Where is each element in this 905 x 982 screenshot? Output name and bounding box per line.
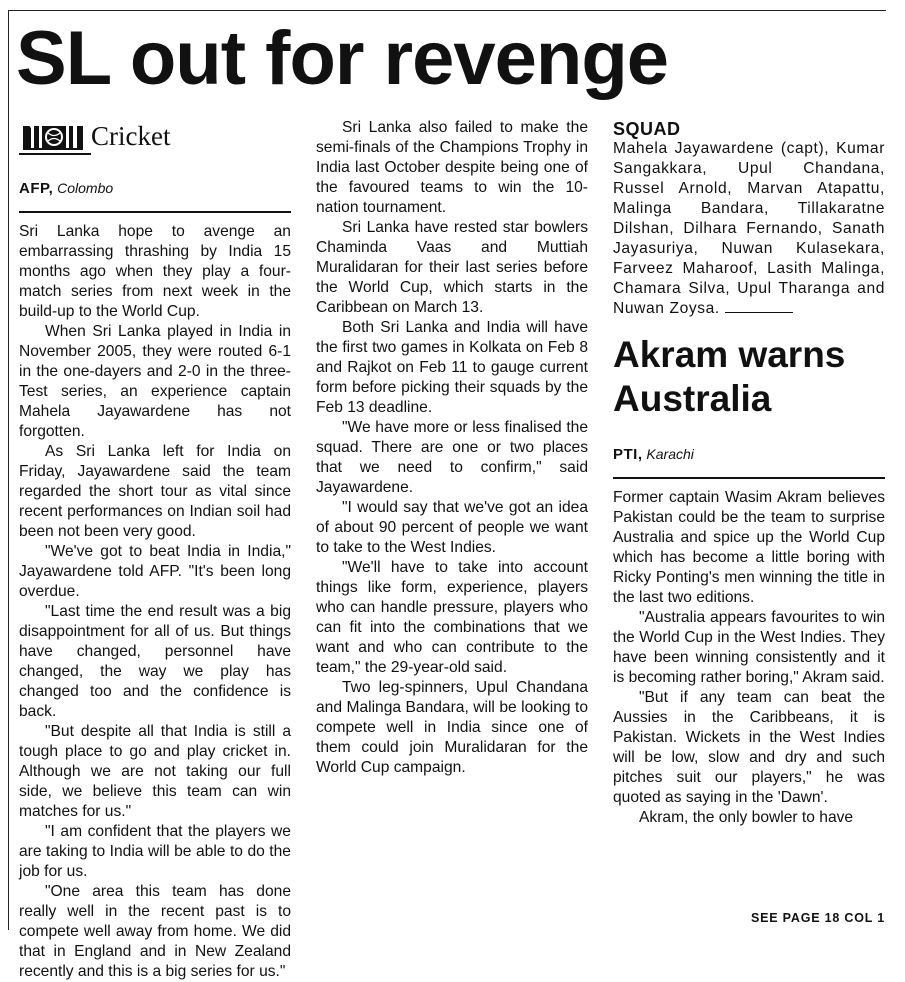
squad-heading: SQUAD (613, 119, 681, 139)
squad-list-text: Mahela Jayawardene (capt), Kumar Sangakkara, Upul Chandana, Russel Arnold, Marvan Atapattu, Malinga Bandara, Tillakaratne Dilshan, Dilhara Fernando, Sanath Jayasuriya, Nuwan Kulasekara, Farveez Maharoof, Lasith Malinga, Chamara Silva, Upul Tharanga and Nuwan Zoysa. (613, 140, 885, 317)
byline-rule (19, 211, 291, 213)
byline-agency: AFP, (19, 180, 54, 197)
top-rule (8, 10, 886, 11)
article-paragraph: "One area this team has done really well in the recent past is to compete well away from home. We did that in England and in New Zealand recently and this is a big series for us." (19, 883, 291, 980)
section-tag (19, 113, 291, 151)
byline (19, 179, 291, 198)
left-rule (8, 10, 9, 930)
article-paragraph: "We have more or less finalised the squad. There are one or two places that we need to confirm," said Jayawardene. (316, 419, 588, 496)
article-paragraph: When Sri Lanka played in India in November 2005, they were routed 6-1 in the one-dayers and 2-0 in the three-Test series, an experience captain Mahela Jayawardene has not forgotten. (19, 323, 291, 440)
squad-list (613, 139, 885, 319)
article-paragraph: Both Sri Lanka and India will have the first two games in Kolkata on Feb 8 and Rajkot on Feb 11 to gauge current form before picking their squads by the Feb 13 deadline. (316, 319, 588, 416)
column-1 (19, 113, 291, 982)
byline-rule-2 (613, 477, 885, 479)
article-paragraph: Sri Lanka hope to avenge an embarrassing thrashing by India 15 months ago when they play a four-match series from next week in the build-up to the World Cup. (19, 223, 291, 320)
column-2 (316, 118, 588, 778)
column-3 (613, 118, 885, 828)
article-paragraph: "We've got to beat India in India," Jayawardene told AFP. "It's been long overdue. (19, 543, 291, 600)
main-headline: SL out for revenge (16, 16, 669, 101)
article-paragraph: "But if any team can beat the Aussies in the Caribbeans, it is Pakistan. Wickets in the West Indies will be low, slow and dry and such pitches suit our players," he was quoted as saying in the 'Dawn'. (613, 689, 885, 806)
continuation-jump: SEE PAGE 18 COL 1 (750, 911, 885, 925)
article-paragraph: "But despite all that India is still a tough place to go and play cricket in. Although we are not taking our full side, we believe this team can win matches for us." (19, 723, 291, 820)
byline-place-2: Karachi (646, 446, 694, 462)
article-paragraph: Two leg-spinners, Upul Chandana and Malinga Bandara, will be looking to compete well in India since one of them could join Muralidaran for the World Cup campaign. (316, 679, 588, 776)
article-paragraph: Sri Lanka also failed to make the semi-finals of the Champions Trophy in India last October despite being one of the favoured teams to win the 10-nation tournament. (316, 119, 588, 216)
byline-agency-2: PTI, (613, 446, 643, 463)
section-tag-underline (19, 153, 91, 155)
squad-end-underline (725, 302, 793, 313)
article-paragraph: Akram, the only bowler to have (639, 809, 854, 826)
article-paragraph: "Last time the end result was a big disappointment for all of us. But things have changed, personnel have changed, the way we play has changed too and the confidence is back. (19, 603, 291, 720)
second-headline: Akram warns Australia (613, 334, 846, 419)
byline-place: Colombo (57, 180, 114, 196)
article-paragraph: "I would say that we've got an idea of about 90 percent of people we want to take to the West Indies. (316, 499, 588, 556)
cricket-wickets-icon (19, 117, 87, 151)
article-paragraph: Former captain Wasim Akram believes Pakistan could be the team to surprise Australia and spice up the World Cup which has become a little boring with Ricky Ponting's men winning the title in the last two editions. (613, 489, 885, 606)
section-label: Cricket (91, 121, 171, 151)
byline-2 (613, 445, 885, 464)
article-paragraph: As Sri Lanka left for India on Friday, Jayawardene said the team regarded the short tour as vital since recent performances on Indian soil had been not been very good. (19, 443, 291, 540)
article-paragraph: "Australia appears favourites to win the World Cup in the West Indies. They have been winning consistently and it is becoming rather boring," Akram said. (613, 609, 885, 686)
article-paragraph: "We'll have to take into account things like form, experience, players who can handle pressure, players who can fit into the combinations that we want and who can contribute to the team," the 29-year-old said. (316, 559, 588, 676)
article-paragraph: Sri Lanka have rested star bowlers Chaminda Vaas and Muttiah Muralidaran for their last series before the World Cup, which starts in the Caribbean on March 13. (316, 219, 588, 316)
article-paragraph: "I am confident that the players we are taking to India will be able to do the job for us. (19, 823, 291, 880)
